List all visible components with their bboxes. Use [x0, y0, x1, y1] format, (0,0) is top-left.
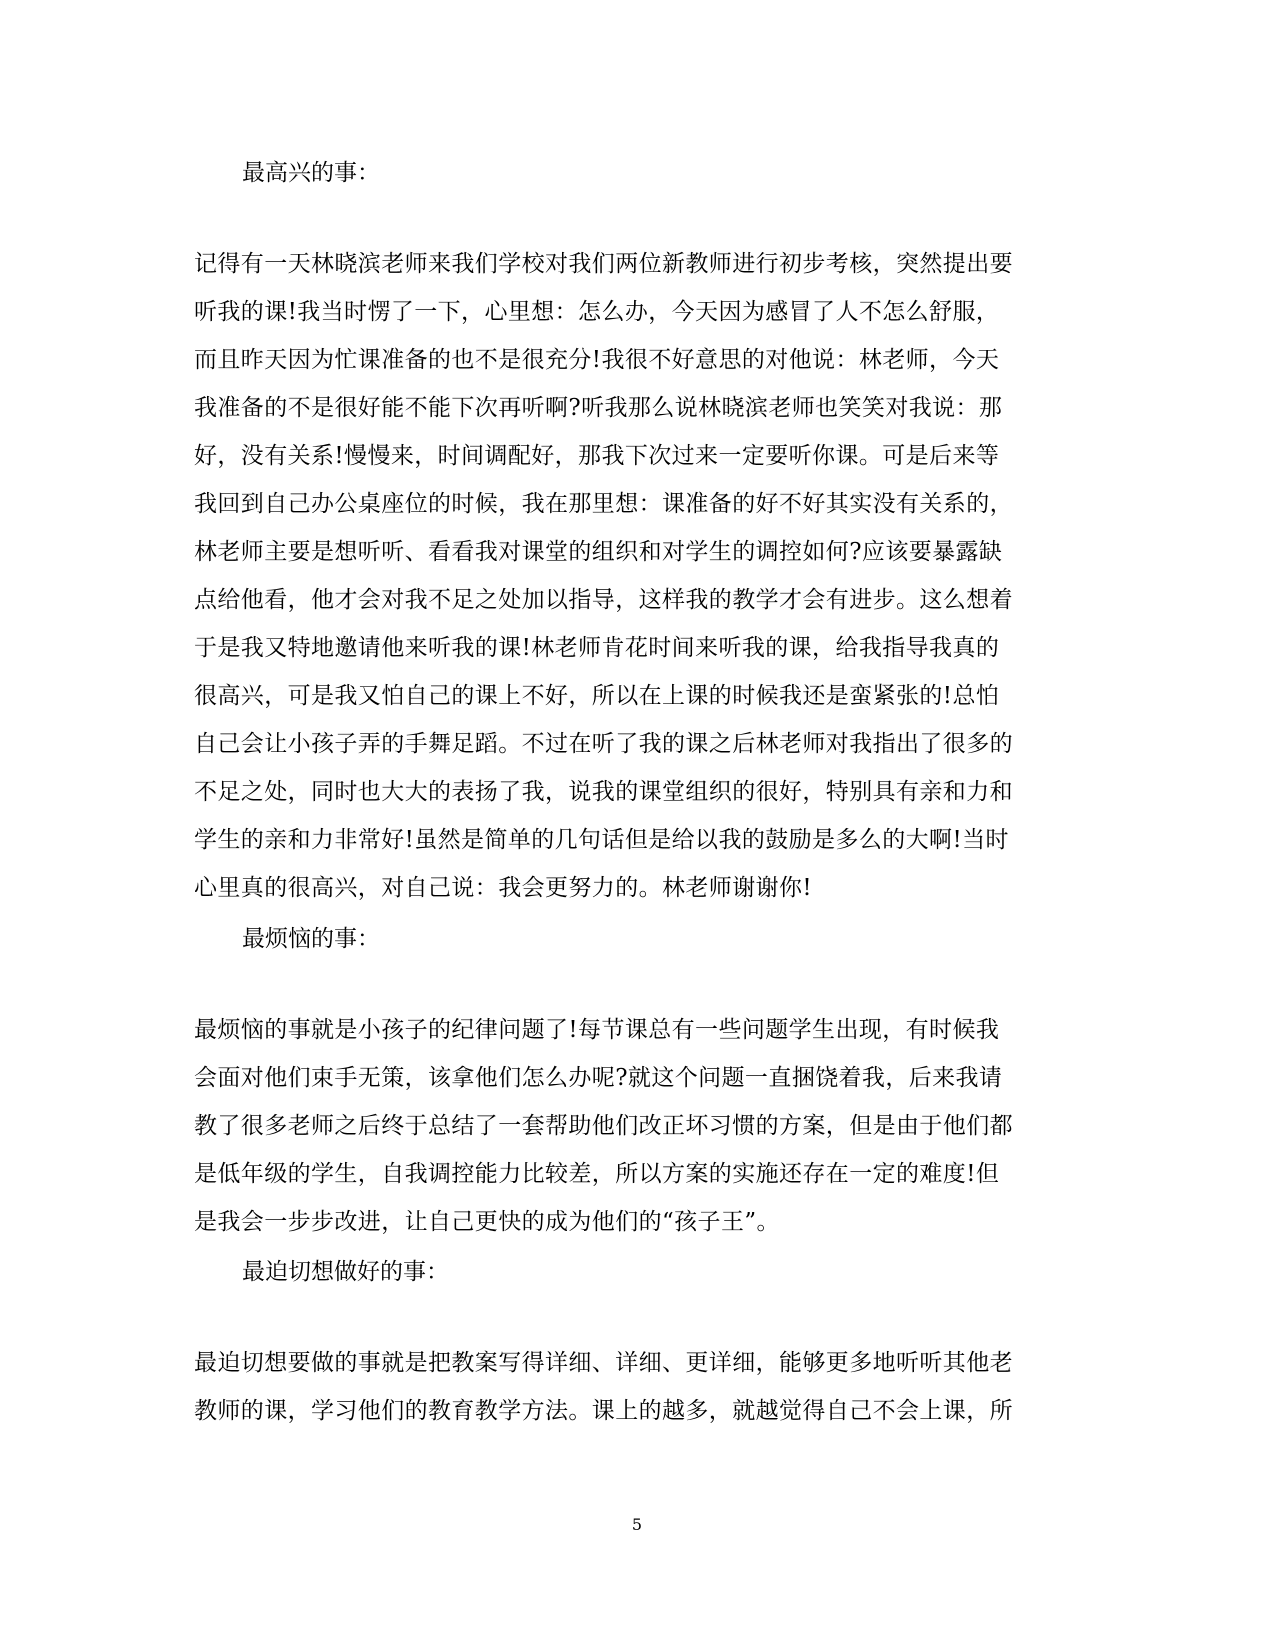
paragraph-line: 教师的课，学习他们的教育教学方法。课上的越多，就越觉得自己不会上课，所	[194, 1398, 1013, 1424]
paragraph-line: 而且昨天因为忙课准备的也不是很充分!我很不好意思的对他说：林老师，今天	[194, 347, 1000, 373]
paragraph-line: 教了很多老师之后终于总结了一套帮助他们改正坏习惯的方案，但是由于他们都	[194, 1113, 1013, 1139]
paragraph-line: 我回到自己办公桌座位的时候，我在那里想：课准备的好不好其实没有关系的，	[194, 491, 1013, 517]
paragraph-line: 林老师主要是想听听、看看我对课堂的组织和对学生的调控如何?应该要暴露缺	[194, 539, 1003, 565]
paragraph-line: 于是我又特地邀请他来听我的课!林老师肯花时间来听我的课，给我指导我真的	[194, 635, 1000, 661]
paragraph-line: 我准备的不是很好能不能下次再听啊?听我那么说林晓滨老师也笑笑对我说：那	[194, 395, 1003, 421]
paragraph-line: 听我的课!我当时愣了一下，心里想：怎么办，今天因为感冒了人不怎么舒服，	[194, 299, 1000, 325]
paragraph-happiest	[194, 240, 1074, 912]
paragraph-line: 好，没有关系!慢慢来，时间调配好，那我下次过来一定要听你课。可是后来等	[194, 443, 1000, 469]
paragraph-line: 是低年级的学生，自我调控能力比较差，所以方案的实施还存在一定的难度!但	[194, 1161, 1000, 1187]
page-number: 5	[631, 1515, 643, 1534]
paragraph-line: 心里真的很高兴，对自己说：我会更努力的。林老师谢谢你!	[194, 875, 813, 901]
paragraph-most-troubling	[194, 1006, 1074, 1246]
section-heading-most-troubling: 最烦恼的事：	[242, 926, 380, 952]
paragraph-most-urgent	[194, 1339, 1074, 1435]
paragraph-line: 学生的亲和力非常好!虽然是简单的几句话但是给以我的鼓励是多么的大啊!当时	[194, 827, 1009, 853]
paragraph-line: 是我会一步步改进，让自己更快的成为他们的“孩子王”。	[194, 1209, 780, 1235]
section-heading-happiest: 最高兴的事：	[242, 160, 380, 186]
paragraph-line: 点给他看，他才会对我不足之处加以指导，这样我的教学才会有进步。这么想着	[194, 587, 1013, 613]
section-heading-most-urgent: 最迫切想做好的事：	[242, 1259, 449, 1285]
paragraph-line: 很高兴，可是我又怕自己的课上不好，所以在上课的时候我还是蛮紧张的!总怕	[194, 683, 1000, 709]
paragraph-line: 最迫切想要做的事就是把教案写得详细、详细、更详细，能够更多地听听其他老	[194, 1350, 1013, 1376]
paragraph-line: 记得有一天林晓滨老师来我们学校对我们两位新教师进行初步考核，突然提出要	[194, 251, 1013, 277]
paragraph-line: 会面对他们束手无策，该拿他们怎么办呢?就这个问题一直捆饶着我，后来我请	[194, 1065, 1003, 1091]
paragraph-line: 最烦恼的事就是小孩子的纪律问题了!每节课总有一些问题学生出现，有时候我	[194, 1017, 1000, 1043]
paragraph-line: 自己会让小孩子弄的手舞足蹈。不过在听了我的课之后林老师对我指出了很多的	[194, 731, 1013, 757]
paragraph-line: 不足之处，同时也大大的表扬了我，说我的课堂组织的很好，特别具有亲和力和	[194, 779, 1013, 805]
